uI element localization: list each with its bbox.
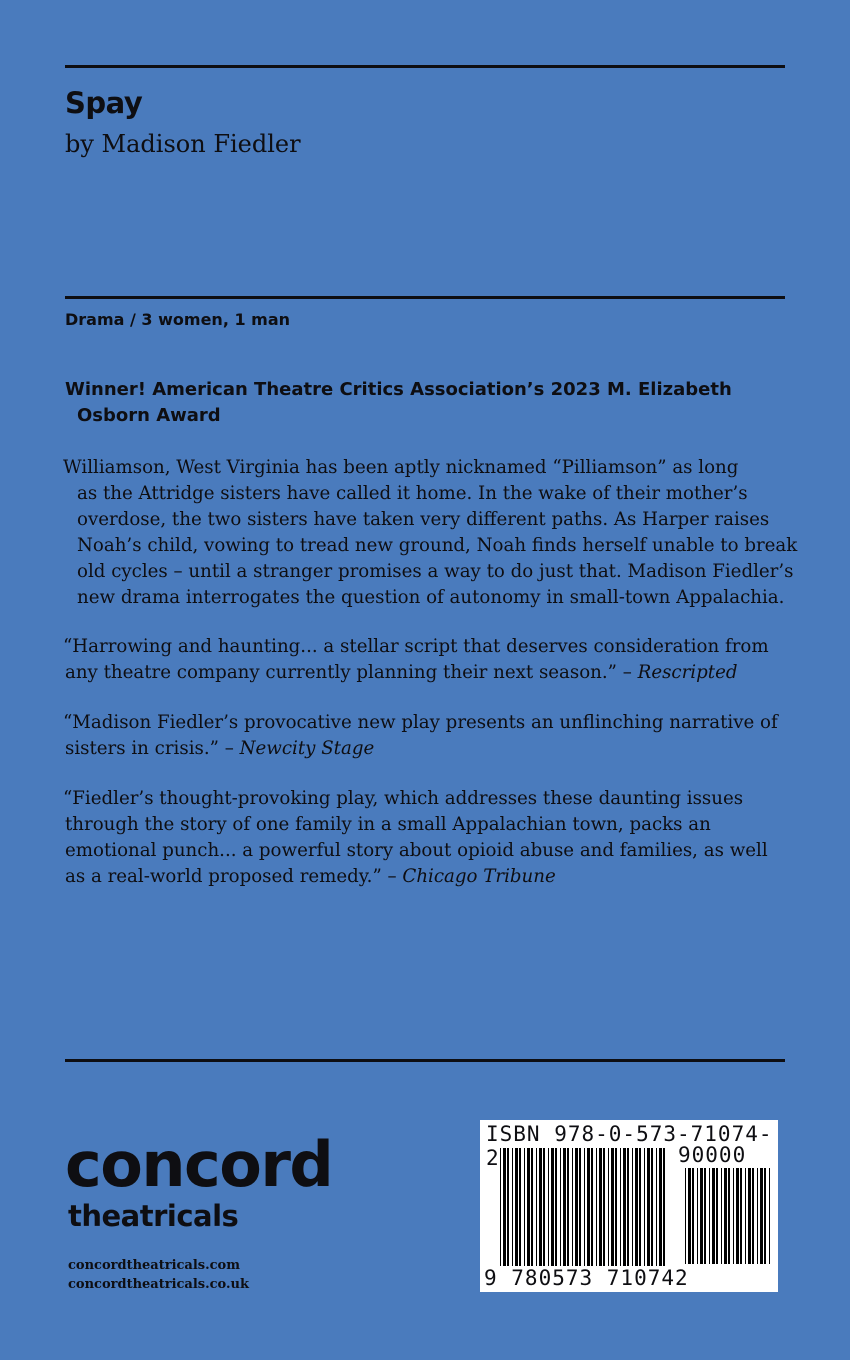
synopsis-line: Noah’s child, vowing to tread new ground, Noah finds herself unable to break <box>77 535 798 556</box>
addon-bars <box>685 1168 773 1264</box>
synopsis-line: old cycles – until a stranger promises a way to do just that. Madison Fiedler’s <box>77 561 794 582</box>
quote-source: Newcity Stage <box>239 738 375 759</box>
quote-line: emotional punch... a powerful story about opioid abuse and families, as well <box>65 840 768 861</box>
quote-line: any theatre company currently planning their next season.” – <box>65 662 638 683</box>
synopsis-line: overdose, the two sisters have taken very different paths. As Harper raises <box>77 509 770 530</box>
logo-word-concord: concord <box>65 1128 333 1201</box>
synopsis-line: new drama interrogates the question of autonomy in small-town Appalachia. <box>77 587 785 608</box>
quote-line: “Harrowing and haunting... a stellar script that deserves consideration from <box>63 636 769 657</box>
book-author: by Madison Fiedler <box>65 130 301 158</box>
genre-cast: Drama / 3 women, 1 man <box>65 310 291 329</box>
review-quote <box>63 634 793 686</box>
bottom-rule <box>65 1059 785 1062</box>
book-title: Spay <box>65 86 143 120</box>
website-us: concordtheatricals.com <box>68 1258 240 1273</box>
synopsis <box>63 455 798 611</box>
synopsis-line: as the Attridge sisters have called it home. In the wake of their mother’s <box>77 483 748 504</box>
isbn-label: ISBN 978-0-573-71074-2 <box>486 1122 773 1170</box>
quote-line: as a real-world proposed remedy.” – <box>65 866 403 887</box>
award-line <box>65 377 785 429</box>
award-line-2: Osborn Award <box>77 405 221 426</box>
top-rule <box>65 65 785 68</box>
quote-source: Rescripted <box>637 662 738 683</box>
quote-source: Chicago Tribune <box>402 866 556 887</box>
section-rule <box>65 296 785 299</box>
synopsis-line: Williamson, West Virginia has been aptly nicknamed “Pilliamson” as long <box>63 457 739 478</box>
quote-line: “Madison Fiedler’s provocative new play presents an unflinching narrative of <box>63 712 778 733</box>
quote-line: sisters in crisis.” – <box>65 738 240 759</box>
award-line-1: Winner! American Theatre Critics Association’s 2023 M. Elizabeth <box>65 379 732 400</box>
quote-line: through the story of one family in a small Appalachian town, packs an <box>65 814 711 835</box>
quote-line: “Fiedler’s thought-provoking play, which addresses these daunting issues <box>63 788 744 809</box>
ean-digits: 9 780573 710742 <box>484 1266 689 1290</box>
isbn-barcode <box>480 1120 778 1292</box>
logo-word-theatricals: theatricals <box>68 1199 239 1233</box>
publisher-logo <box>65 1130 332 1232</box>
review-quote <box>63 710 793 762</box>
price-code: 90000 <box>678 1143 747 1167</box>
ean-bars <box>500 1148 670 1272</box>
review-quote <box>63 786 793 890</box>
website-uk: concordtheatricals.co.uk <box>68 1277 249 1292</box>
